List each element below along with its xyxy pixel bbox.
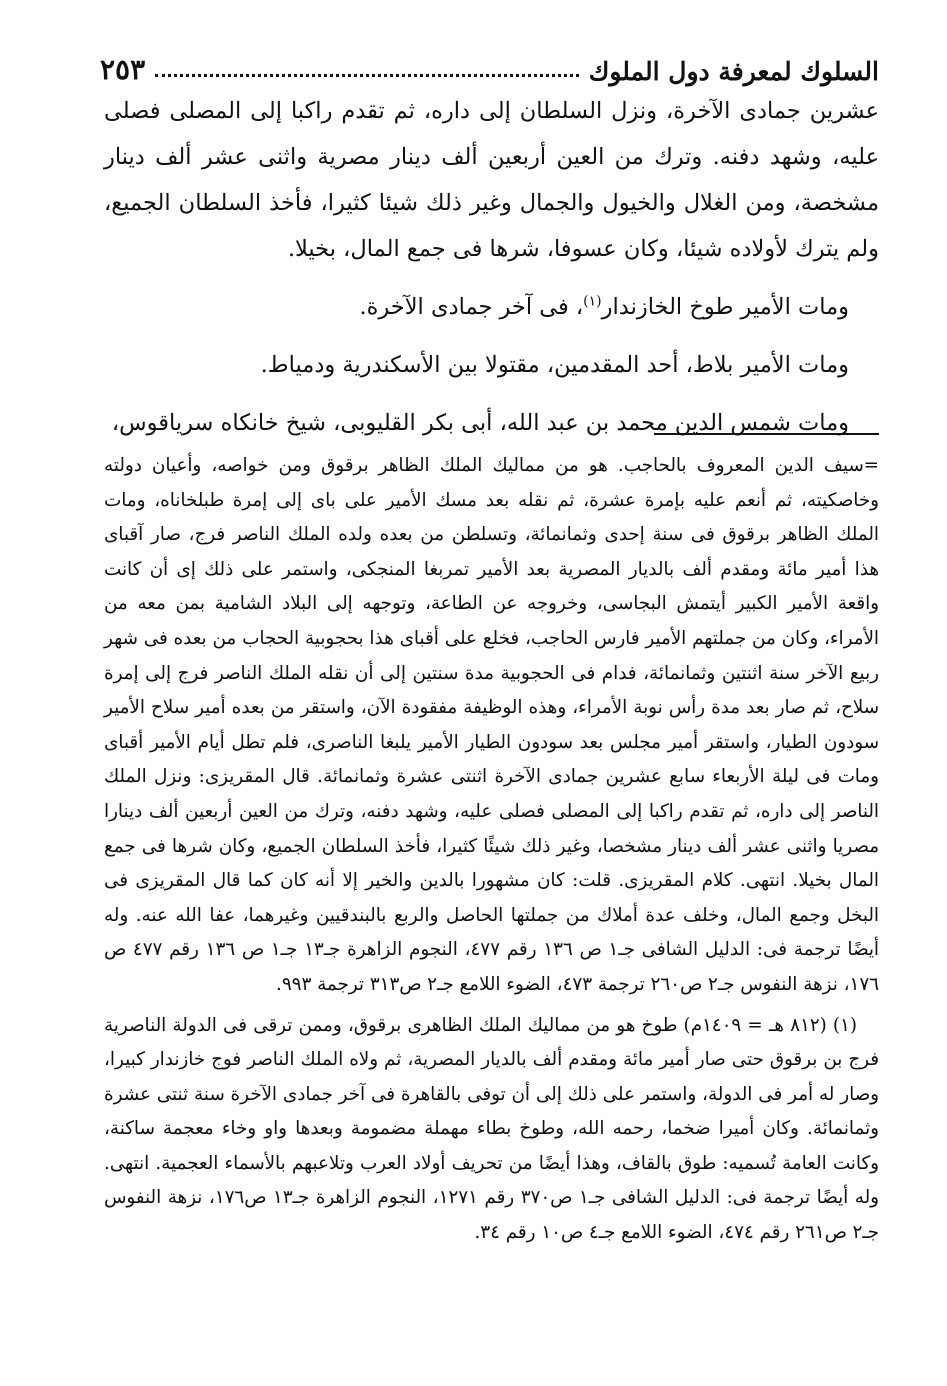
main-paragraph-3: ومات الأمير بلاط، أحد المقدمين، مقتولا بين الأسكندرية ودمياط. <box>260 352 849 378</box>
book-title: السلوك لمعرفة دول الملوك <box>588 57 879 86</box>
running-header <box>100 46 879 86</box>
footnote-separator <box>654 433 879 435</box>
header-leader-dots <box>155 74 579 77</box>
main-paragraph-1: عشرين جمادى الآخرة، ونزل السلطان إلى داره، ثم تقدم راكبا إلى المصلى فصلى عليه، وشهد دفنه. وترك من العين أربعين ألف دينار مصرية واثنى عشر ألف دينار مشخصة، ومن الغلال والخيول والجمال وغير ذلك شيئا كثيرا، فأخذ السلطان الجميع، ولم يترك لأولاده شيئا، وكان عسوفا، شرها فى جمع المال، بخيلا. <box>104 98 879 262</box>
page-number: ٢٥٣ <box>100 53 146 86</box>
footnote-continuation: =سيف الدين المعروف بالحاجب. هو من مماليك الملك الظاهر برقوق ومن خواصه، وأعيان دولته وخاصكيته، ثم أنعم عليه بإمرة عشرة، ثم نقله بعد مسك الأمير على باى إلى إمرة طبلخاناه، ومات الملك الظاهر برقوق فى سنة إحدى وثمانمائة، وتسلطن من بعده ولده الملك الناصر فرج، صار آقباى هذا أمير مائة ومقدم ألف بالديار المصرية بعد الأمير تمربغا المنجكى، واستمر على ذلك إى أن كانت واقعة الأمير الكبير أيتمش البجاسى، وخروجه عن الطاعة، وتوجهه إلى البلاد الشامية بمن معه من الأمراء، وكان من جملتهم الأمير فارس الحاجب، فخلع على أقباى هذا بحجوبية الحجاب من بعده فى شهر ربيع الآخر سنة اثنتين وثمانمائة، فدام فى الحجوبية مدة سنتين إلى أن نقله الملك الناصر فرج إلى إمرة سلاح، ثم صار بعد مدة رأس نوبة الأمراء، وهذه الوظيفة مفقودة الآن، واستقر من بعده أمير سلاح الأمير سودون الطيار، واستقر أمير مجلس بعد سودون الطيار الأمير يلبغا الناصرى، فلم تطل أيام الأمير أقباى ومات فى ليلة الأربعاء سابع عشرين جمادى الآخرة اثنتى عشرة وثمانمائة. قال المقريزى: ونزل الملك الناصر إلى داره، ثم تقدم راكبا إلى المصلى فصلى عليه، وشهد دفنه، وترك من العين أربعين ألف دينارا مصريا واثنى عشر ألف دينار مشخصا، وغير ذلك شيئًا كثيرا، فأخذ السلطان الجميع، وكان شرها فى جمع المال بخيلا. انتهى. كلام المقريزى. قلت: كان مشهورا بالدين والخير إلا أنه كان كما قال المقريزى فى البخل وجمع المال، وخلف عدة أملاك من جملتها الحاصل والربع بالبندقيين وغيرهما، عفا الله عنه. وله أيضًا ترجمة فى: الدليل الشافى جـ١ ص ١٣٦ رقم ٤٧٧، النجوم الزاهرة جـ١٣ جـ١ ص ١٣٦ رقم ٤٧٧ ص ١٧٦، نزهة النفوس جـ٢ ص٢٦٠ ترجمة ٤٧٣، الضوء اللامع جـ٢ ص٣١٣ ترجمة ٩٩٣. <box>104 455 879 995</box>
main-paragraph-2-rest: ، فى آخر جمادى الآخرة. <box>359 294 584 320</box>
footnotes <box>104 449 879 1251</box>
main-paragraph-2-text: ومات الأمير طوخ الخازندار <box>601 294 849 320</box>
footnote-reference-1[interactable]: (١) <box>583 293 602 310</box>
main-text <box>104 88 879 446</box>
footnote-1: (١) (٨١٢ هـ = ١٤٠٩م) طوخ هو من مماليك الملك الظاهرى برقوق، وممن ترقى فى الدولة الناصرية فرج بن برقوق حتى صار أمير مائة ومقدم ألف بالديار المصرية، ثم ولاه الملك الناصر فوج خازندار كبيرا، وصار له أمر فى الدولة، واستمر على ذلك إلى أن توفى بالقاهرة فى آخر جمادى الآخرة سنة ثنتى عشرة وثمانمائة. وكان أميرا ضخما، رحمه الله، وطوخ بطاء مهملة مضمومة وبعدها واو وخاء معجمة ساكنة، وكانت العامة تُسميه: طوق بالقاف، وهذا أيضًا من تحريف أولاد العرب وتلاعبهم بالأسماء العجمية. انتهى. وله أيضًا ترجمة فى: الدليل الشافى جـ١ ص٣٧٠ رقم ١٢٧١، النجوم الزاهرة جـ١٣ ص١٧٦، نزهة النفوس جـ٢ ص٢٦١ رقم ٤٧٤، الضوء اللامع جـ٤ ص١٠ رقم ٣٤. <box>104 1014 879 1244</box>
main-paragraph-4: ومات شمس الدين محمد بن عبد الله، أبى بكر القليوبى، شيخ خانكاه سرياقوس، <box>111 410 849 436</box>
main-paragraph-2 <box>104 284 879 330</box>
